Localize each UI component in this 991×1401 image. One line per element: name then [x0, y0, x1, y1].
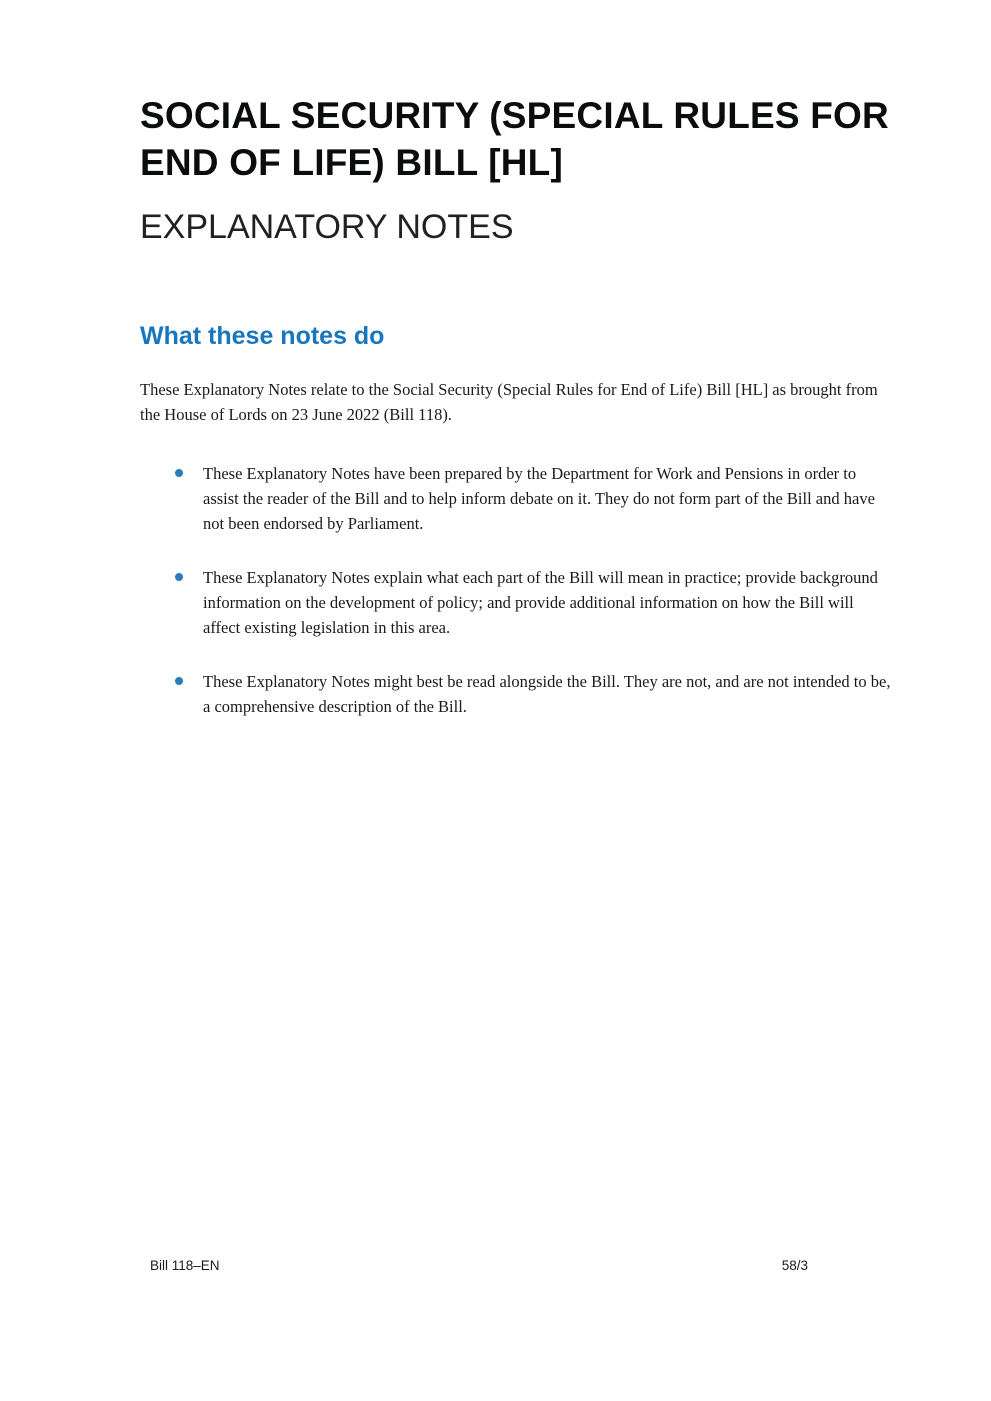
document-title — [140, 0, 892, 187]
footer-page-number: 58/3 — [781, 1258, 808, 1273]
bullet-text: These Explanatory Notes might best be read alongside the Bill. They are not, and are not intended to be, a comprehensive description of the Bill. — [203, 672, 891, 717]
list-item — [175, 565, 892, 640]
section-heading: What these notes do — [140, 321, 385, 350]
list-item — [175, 461, 892, 536]
bullet-text: These Explanatory Notes explain what each part of the Bill will mean in practice; provide background information on the development of policy; and provide additional information on how the Bill will affect existing legislation in this area. — [203, 567, 878, 638]
document-title-line1: SOCIAL SECURITY (SPECIAL RULES FOR — [140, 95, 889, 136]
page-footer — [150, 1258, 808, 1273]
bullet-icon — [175, 677, 183, 685]
bullet-text: These Explanatory Notes have been prepared by the Department for Work and Pensions in order to assist the reader of the Bill and to help inform debate on it. They do not form part of the Bill and have not been endorsed by Parliament. — [203, 463, 875, 533]
bullet-list — [140, 461, 892, 720]
bullet-icon — [175, 573, 183, 581]
document-subtitle: EXPLANATORY NOTES — [140, 207, 514, 246]
page-content — [140, 0, 892, 748]
bullet-icon — [175, 469, 183, 477]
list-item — [175, 669, 892, 719]
intro-paragraph: These Explanatory Notes relate to the Social Security (Special Rules for End of Life) Bill [HL] as brought from the House of Lords on 23 June 2022 (Bill 118). — [140, 379, 878, 424]
footer-bill-number: Bill 118–EN — [150, 1258, 220, 1273]
document-title-line2: END OF LIFE) BILL [HL] — [140, 142, 563, 184]
